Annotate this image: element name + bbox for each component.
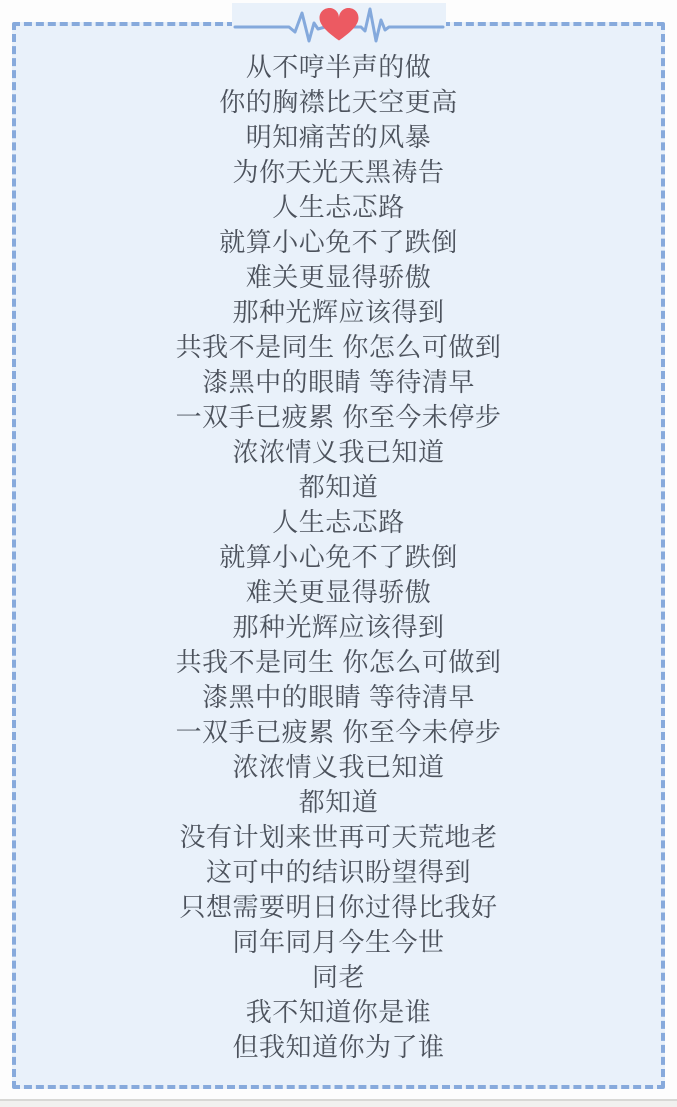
ecg-line-right xyxy=(353,9,443,41)
lyric-line: 从不哼半声的做 xyxy=(245,52,432,82)
lyric-line: 但我知道你为了谁 xyxy=(232,1032,445,1062)
lyric-line: 浓浓情义我已知道 xyxy=(232,437,445,467)
lyric-line: 一双手已疲累 你至今未停步 xyxy=(175,717,502,747)
bottom-divider xyxy=(0,1099,677,1107)
lyric-line: 难关更显得骄傲 xyxy=(245,577,432,607)
lyric-line: 漆黑中的眼睛 等待清早 xyxy=(202,682,475,712)
lyrics-block xyxy=(16,50,661,1065)
heart-icon xyxy=(319,8,358,41)
ecg-svg xyxy=(233,4,445,48)
lyric-line: 人生忐忑路 xyxy=(272,192,405,222)
lyric-line: 共我不是同生 你怎么可做到 xyxy=(175,647,502,677)
lyric-line: 人生忐忑路 xyxy=(272,507,405,537)
lyrics-card xyxy=(12,22,665,1089)
heartbeat-decoration xyxy=(232,3,446,49)
lyric-line: 这可中的结识盼望得到 xyxy=(205,857,471,887)
lyric-line: 共我不是同生 你怎么可做到 xyxy=(175,332,502,362)
lyric-line: 你的胸襟比天空更高 xyxy=(219,87,458,117)
lyric-line: 为你天光天黑祷告 xyxy=(232,157,445,187)
lyric-line: 同年同月今生今世 xyxy=(232,927,445,957)
lyric-line: 只想需要明日你过得比我好 xyxy=(179,892,498,922)
lyric-line: 都知道 xyxy=(298,472,379,502)
lyric-line: 就算小心免不了跌倒 xyxy=(219,542,458,572)
lyric-line: 漆黑中的眼睛 等待清早 xyxy=(202,367,475,397)
lyric-line: 难关更显得骄傲 xyxy=(245,262,432,292)
lyric-line: 我不知道你是谁 xyxy=(245,997,432,1027)
lyric-line: 浓浓情义我已知道 xyxy=(232,752,445,782)
lyric-line: 一双手已疲累 你至今未停步 xyxy=(175,402,502,432)
lyric-line: 那种光辉应该得到 xyxy=(232,297,445,327)
lyric-line: 同老 xyxy=(311,962,365,992)
ecg-line-left xyxy=(235,13,325,41)
lyric-line: 都知道 xyxy=(298,787,379,817)
lyric-line: 那种光辉应该得到 xyxy=(232,612,445,642)
lyric-line: 就算小心免不了跌倒 xyxy=(219,227,458,257)
lyric-line: 明知痛苦的风暴 xyxy=(245,122,432,152)
lyric-line: 没有计划来世再可天荒地老 xyxy=(179,822,498,852)
